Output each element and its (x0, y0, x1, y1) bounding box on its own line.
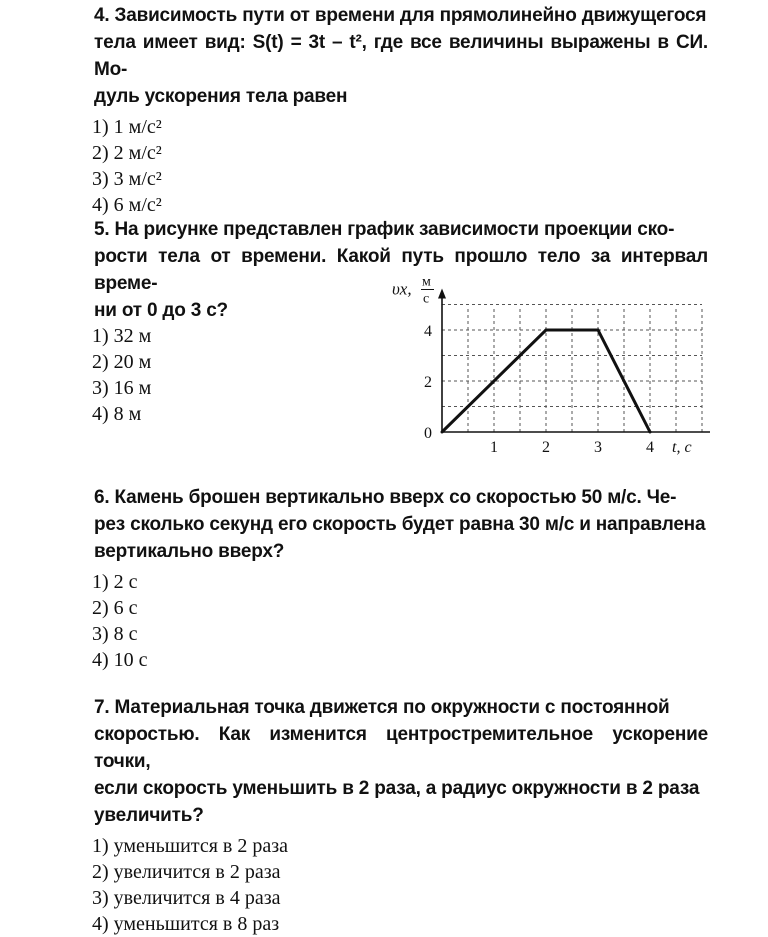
stem-line: 6. Камень брошен вертикально вверх со скоростью 50 м/с. Че- (94, 487, 677, 508)
stem-line: рез сколько секунд его скорость будет равна 30 м/с и направлена (94, 514, 706, 535)
data-point (649, 431, 652, 434)
x-tick-label: 4 (646, 439, 654, 456)
question-4-stem (92, 2, 708, 110)
chart-svg (380, 270, 710, 465)
y-axis-label-symbol: υx, (392, 279, 412, 299)
answer-option[interactable]: 2) 6 с (92, 597, 138, 619)
answer-option[interactable]: 1) 32 м (92, 325, 152, 347)
answer-option[interactable]: 2) увеличится в 2 раза (92, 861, 281, 883)
x-tick-label: 1 (490, 439, 498, 456)
y-tick-label: 2 (424, 374, 432, 391)
y-axis-arrow (438, 289, 446, 299)
answer-option[interactable]: 4) уменьшится в 8 раз (92, 913, 280, 935)
answer-option[interactable]: 2) 2 м/с² (92, 142, 162, 164)
x-axis-label: t, с (672, 439, 692, 456)
answer-option[interactable]: 1) 2 с (92, 571, 138, 593)
y-axis-unit-denominator: с (423, 291, 430, 307)
stem-line: вертикально вверх? (94, 541, 285, 562)
data-point (545, 329, 548, 332)
question-6-options (92, 569, 708, 673)
answer-option[interactable]: 2) 20 м (92, 351, 152, 373)
stem-line: если скорость уменьшить в 2 раза, а радиус окружности в 2 раза (94, 778, 700, 799)
stem-line: дуль ускорения тела равен (94, 86, 348, 107)
question-6-stem (92, 484, 708, 565)
stem-line: скоростью. Как изменится центростремительное ускорение точки, (94, 724, 708, 772)
x-tick-label: 3 (594, 439, 602, 456)
question-7-options (92, 833, 708, 937)
y-axis-unit-numerator: м (422, 274, 431, 290)
answer-option[interactable]: 1) уменьшится в 2 раза (92, 835, 289, 857)
stem-line: тела имеет вид: S(t) = 3t – t², где все величины выражены в СИ. Мо- (94, 32, 708, 80)
question-4-options (92, 114, 708, 218)
question-7-stem (92, 694, 708, 829)
answer-option[interactable]: 1) 1 м/с² (92, 116, 162, 138)
answer-option[interactable]: 4) 10 с (92, 649, 148, 671)
question-4 (92, 2, 708, 218)
stem-line: 4. Зависимость пути от времени для прямолинейно движущегося (94, 5, 707, 26)
x-tick-label: 2 (542, 439, 550, 456)
stem-line: увеличить? (94, 805, 204, 826)
answer-option[interactable]: 4) 8 м (92, 403, 142, 425)
answer-option[interactable]: 3) 16 м (92, 377, 152, 399)
y-tick-label: 0 (424, 425, 432, 442)
data-point (597, 329, 600, 332)
question-7 (92, 694, 708, 937)
stem-line: 5. На рисунке представлен график зависимости проекции ско- (94, 219, 675, 240)
stem-line: 7. Материальная точка движется по окружности с постоянной (94, 697, 670, 718)
velocity-time-graph (380, 270, 710, 465)
answer-option[interactable]: 4) 6 м/с² (92, 194, 162, 216)
data-point (441, 431, 444, 434)
question-6 (92, 484, 708, 673)
answer-option[interactable]: 3) 8 с (92, 623, 138, 645)
stem-line: рости тела от времени. Какой путь прошло тело за интервал време- (94, 246, 708, 294)
stem-line: ни от 0 до 3 с? (94, 300, 228, 321)
answer-option[interactable]: 3) 3 м/с² (92, 168, 162, 190)
y-tick-label: 4 (424, 323, 432, 340)
answer-option[interactable]: 3) увеличится в 4 раза (92, 887, 281, 909)
